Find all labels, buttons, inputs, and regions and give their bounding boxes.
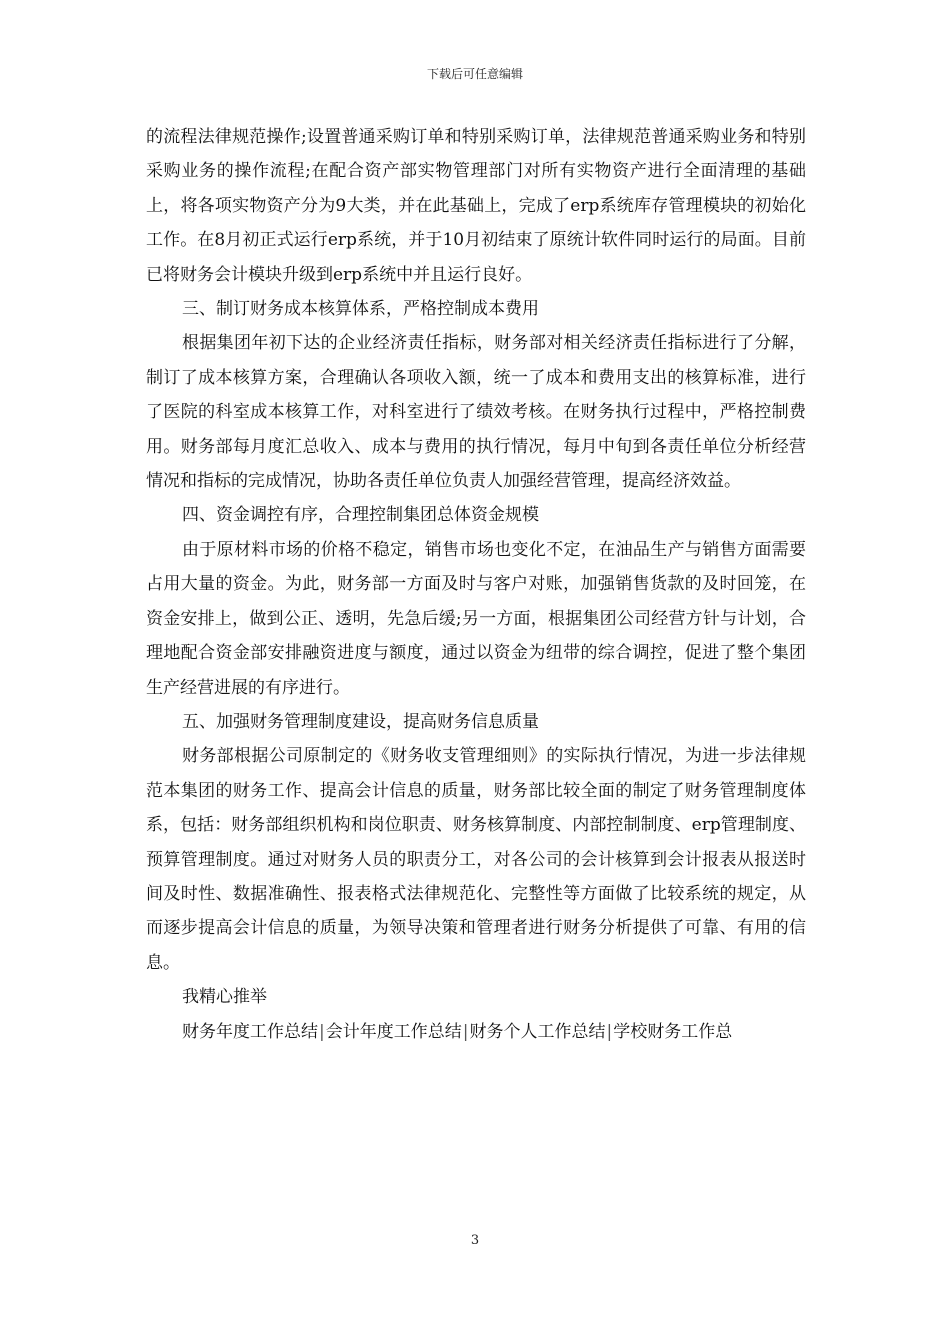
link-separator: | <box>606 1021 613 1042</box>
paragraph-cost-accounting: 根据集团年初下达的企业经济责任指标，财务部对相关经济责任指标进行了分解，制订了成本核算方案，合理确认各项收入额，统一了成本和费用支出的核算标准，进行了医院的科室成本核算工作，对科室进行了绩效考核。在财务执行过程中，严格控制费用。财务部每月度汇总收入、成本与费用的执行情况，每月中旬到各责任单位分析经营情况和指标的完成情况，协助各责任单位负责人加强经营管理，提高经济效益。 <box>146 333 806 492</box>
paragraph-fund-control: 由于原材料市场的价格不稳定，销售市场也变化不定，在油品生产与销售方面需要占用大量的资金。为此，财务部一方面及时与客户对账，加强销售货款的及时回笼，在资金安排上，做到公正、透明，先急后缓;另一方面，根据集团公司经营方针与计划，合理地配合资金部安排融资进度与额度，通过以资金为纽带的综合调控，促进了整个集团生产经营进展的有序进行。 <box>146 539 806 698</box>
section-heading-3: 三、制订财务成本核算体系，严格控制成本费用 <box>182 299 539 320</box>
recommend-links <box>146 1015 806 1049</box>
page-header: 下载后可任意编辑 <box>426 67 523 81</box>
document-body <box>146 120 806 1049</box>
recommend-heading: 我精心推举 <box>182 987 267 1008</box>
recommend-link-school-finance[interactable]: 学校财务工作总 <box>613 1021 733 1042</box>
link-separator: | <box>462 1021 469 1042</box>
recommend-link-annual-finance[interactable]: 财务年度工作总结 <box>182 1021 318 1042</box>
section-heading-5: 五、加强财务管理制度建设，提高财务信息质量 <box>182 711 539 732</box>
link-separator: | <box>319 1021 325 1042</box>
recommend-link-annual-accounting[interactable]: 会计年度工作总结 <box>325 1021 462 1042</box>
page-number: 3 <box>470 1233 480 1248</box>
section-heading-4: 四、资金调控有序，合理控制集团总体资金规模 <box>182 505 539 526</box>
paragraph-management-system: 财务部根据公司原制定的《财务收支管理细则》的实际执行情况，为进一步法律规范本集团的财务工作、提高会计信息的质量，财务部比较全面的制定了财务管理制度体系，包括：财务部组织机构和岗位职责、财务核算制度、内部控制制度、erp管理制度、预算管理制度。通过对财务人员的职责分工，对各公司的会计核算到会计报表从报送时间及时性、数据准确性、报表格式法律规范化、完整性等方面做了比较系统的规定，从而逐步提高会计信息的质量，为领导决策和管理者进行财务分析提供了可靠、有用的信息。 <box>146 746 806 973</box>
paragraph-continuation: 的流程法律规范操作;设置普通采购订单和特别采购订单，法律规范普通采购业务和特别采购业务的操作流程;在配合资产部实物管理部门对所有实物资产进行全面清理的基础上，将各项实物资产分为9大类，并在此基础上，完成了erp系统库存管理模块的初始化工作。在8月初正式运行erp系统，并于10月初结束了原统计软件同时运行的局面。目前已将财务会计模块升级到erp系统中并且运行良好。 <box>146 127 806 285</box>
recommend-link-personal-finance[interactable]: 财务个人工作总结 <box>469 1021 606 1042</box>
